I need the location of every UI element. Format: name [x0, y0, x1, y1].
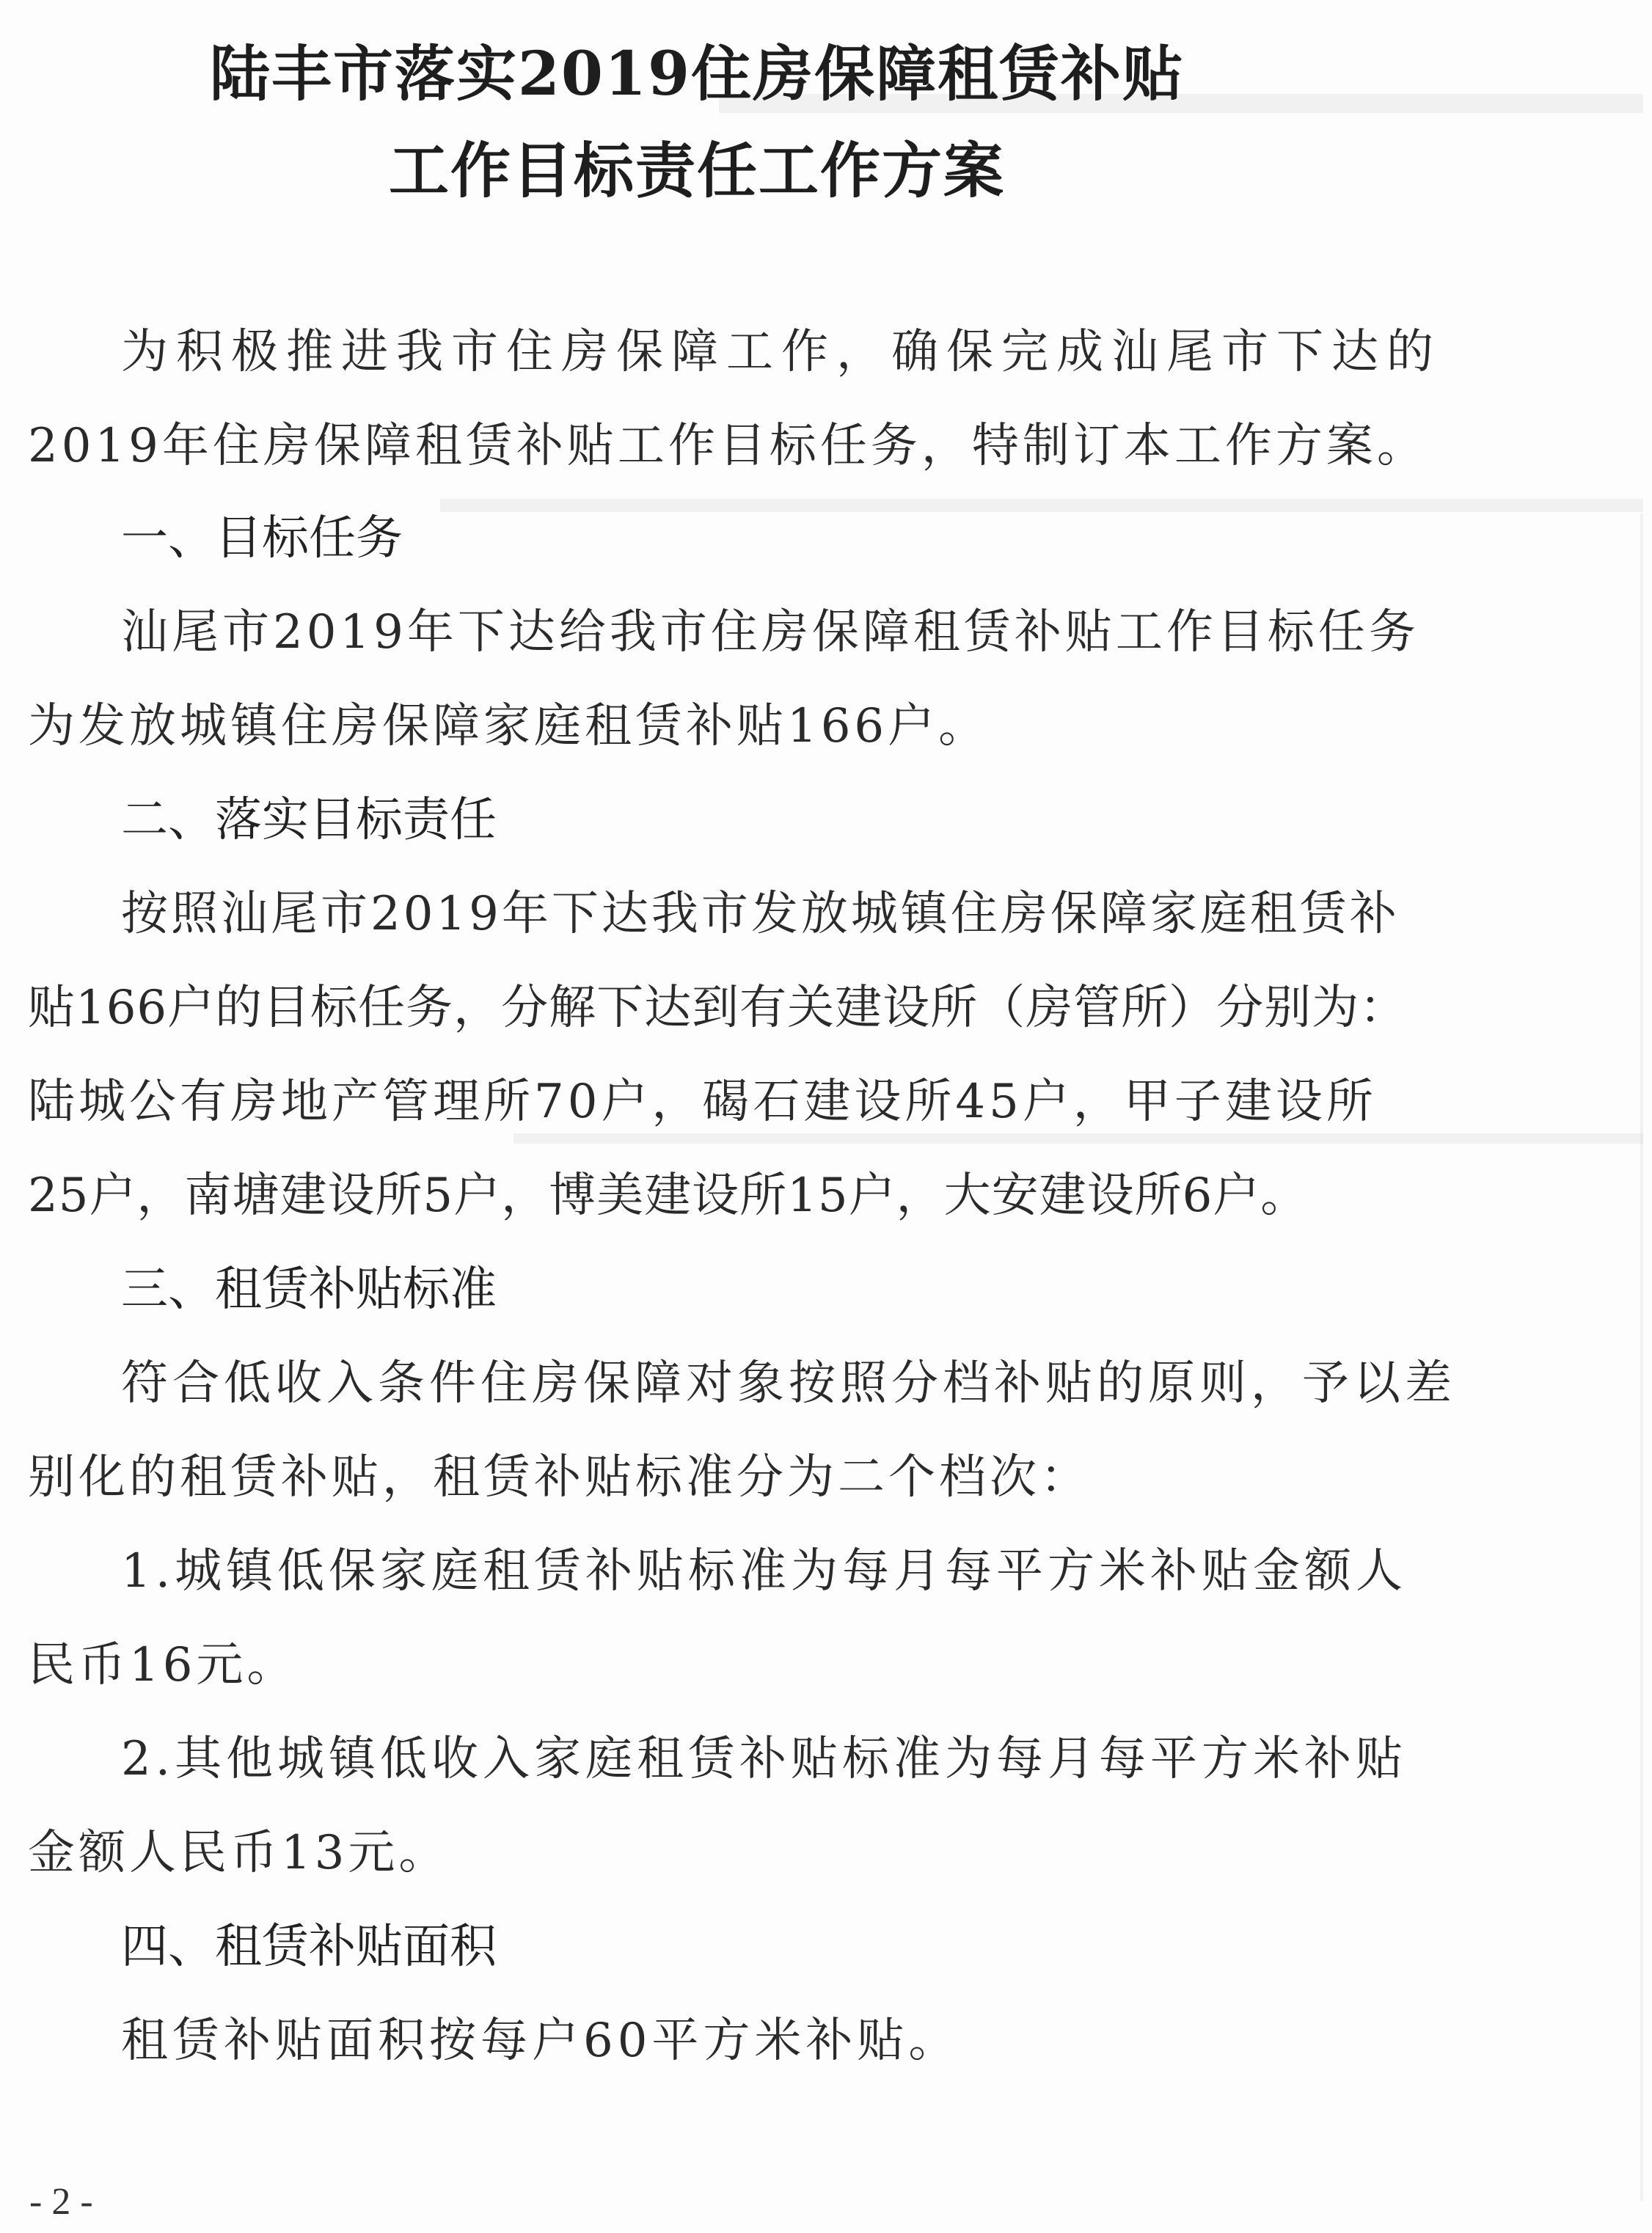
- scan-artifact: [1640, 514, 1643, 2201]
- section-3-line-2: 别化的租赁补贴，租赁补贴标准分为二个档次：: [28, 1450, 1091, 1505]
- section-3-line-6: 金额人民币13元。: [28, 1826, 450, 1880]
- scan-artifact: [440, 499, 1643, 512]
- section-1-heading: 一、目标任务: [121, 511, 403, 566]
- intro-line-2: 2019年住房保障租赁补贴工作目标任务，特制订本工作方案。: [28, 419, 1428, 473]
- document-title-line-1: 陆丰市落实2019住房保障租赁补贴: [209, 39, 1185, 109]
- page-number: - 2 -: [29, 2181, 93, 2223]
- section-3-line-5: 2.其他城镇低收入家庭租赁补贴标准为每月每平方米补贴: [121, 1732, 1408, 1786]
- document-title-line-2: 工作目标责任工作方案: [388, 136, 1005, 206]
- section-2-line-4: 25户，南塘建设所5户，博美建设所15户，大安建设所6户。: [28, 1169, 1309, 1223]
- section-2-heading: 二、落实目标责任: [121, 793, 497, 847]
- section-3-heading: 三、租赁补贴标准: [121, 1262, 497, 1317]
- section-4-heading: 四、租赁补贴面积: [121, 1920, 497, 1974]
- section-1-line-2: 为发放城镇住房保障家庭租赁补贴166户。: [28, 699, 990, 753]
- scan-artifact: [513, 1133, 1643, 1144]
- section-3-line-3: 1.城镇低保家庭租赁补贴标准为每月每平方米补贴金额人: [121, 1544, 1408, 1598]
- intro-line-1: 为积极推进我市住房保障工作，确保完成汕尾市下达的: [121, 325, 1441, 379]
- section-1-line-1: 汕尾市2019年下达给我市住房保障租赁补贴工作目标任务: [121, 605, 1419, 659]
- section-2-line-2: 贴166户的目标任务，分解下达到有关建设所（房管所）分别为：: [28, 981, 1408, 1035]
- section-3-line-4: 民币16元。: [28, 1638, 298, 1692]
- section-4-line-1: 租赁补贴面积按每户60平方米补贴。: [121, 2014, 960, 2068]
- section-2-line-3: 陆城公有房地产管理所70户，碣石建设所45户，甲子建设所: [28, 1075, 1377, 1129]
- section-3-line-1: 符合低收入条件住房保障对象按照分档补贴的原则，予以差: [121, 1356, 1456, 1411]
- section-2-line-1: 按照汕尾市2019年下达我市发放城镇住房保障家庭租赁补: [121, 887, 1400, 941]
